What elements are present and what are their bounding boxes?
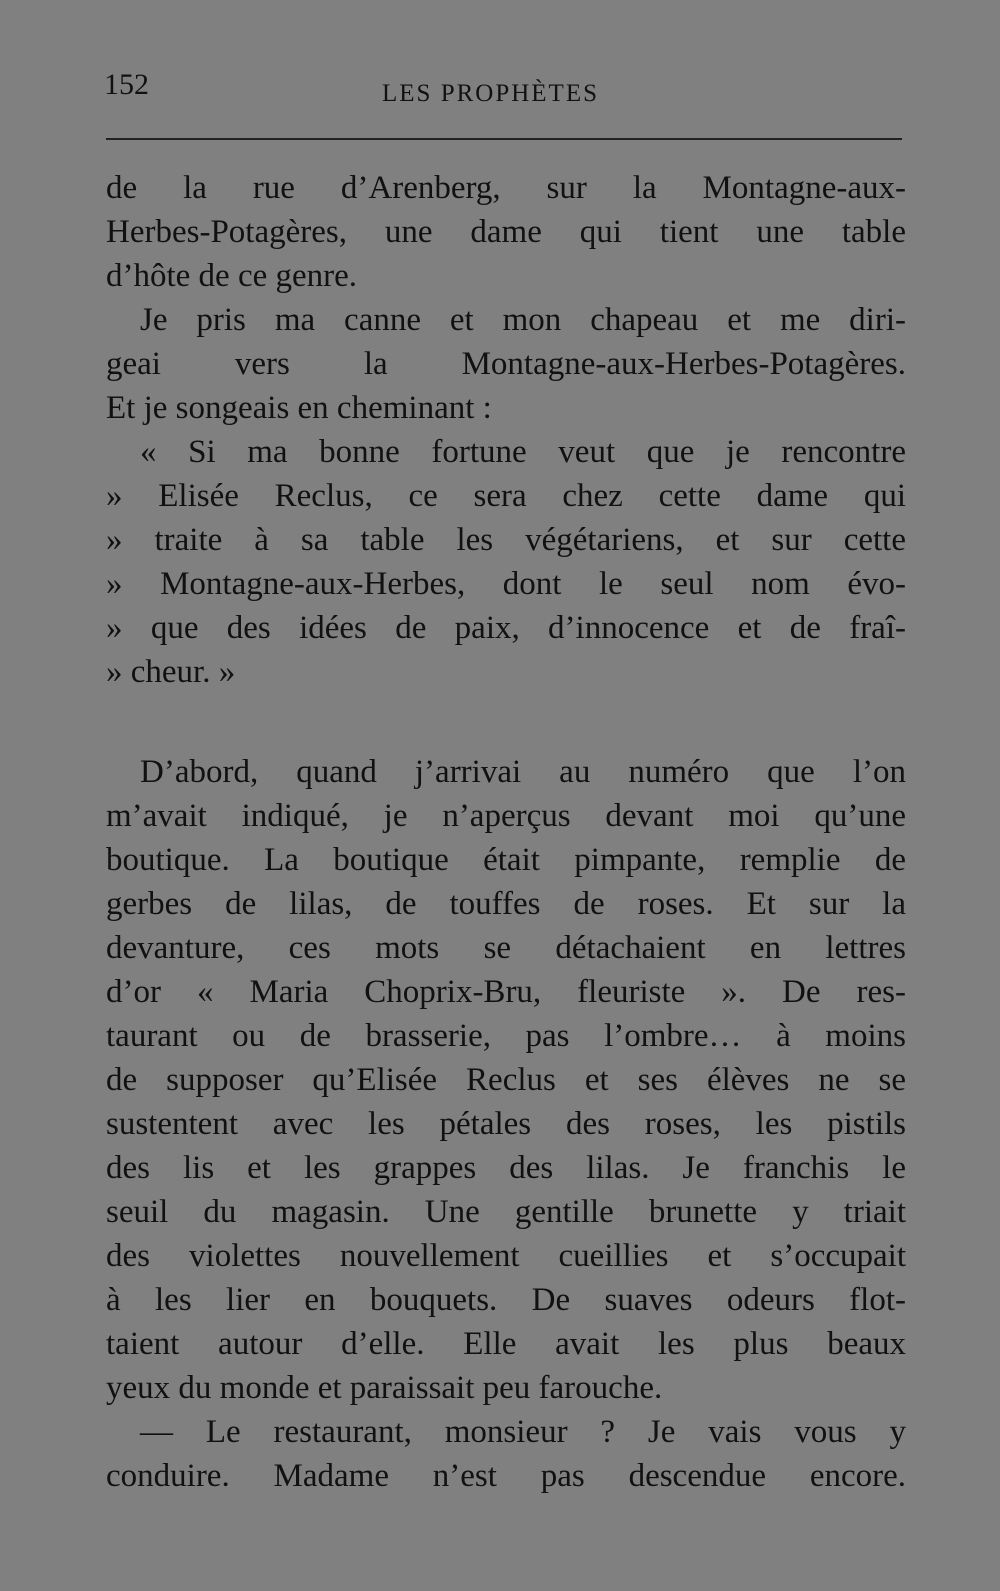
text-line: d’or « Maria Choprix-Bru, fleuriste ». De res- — [106, 974, 906, 1010]
text-line: taient autour d’elle. Elle avait les plus beaux — [106, 1326, 906, 1362]
text-line: taurant ou de brasserie, pas l’ombre… à moins — [106, 1018, 906, 1054]
text-line: des lis et les grappes des lilas. Je franchis le — [106, 1150, 906, 1186]
page-number: 152 — [104, 68, 149, 101]
text-line: gerbes de lilas, de touffes de roses. Et sur la — [106, 886, 906, 922]
text-line: D’abord, quand j’arrivai au numéro que l’on — [140, 754, 906, 790]
text-line: seuil du magasin. Une gentille brunette y triait — [106, 1194, 906, 1230]
text-line: boutique. La boutique était pimpante, remplie de — [106, 842, 906, 878]
text-line: » cheur. » — [106, 654, 236, 690]
text-line: Et je songeais en cheminant : — [106, 390, 492, 426]
header-rule — [106, 138, 902, 140]
text-line: m’avait indiqué, je n’aperçus devant moi qu’une — [106, 798, 906, 834]
text-line: de la rue d’Arenberg, sur la Montagne-aux- — [106, 170, 906, 206]
text-line: à les lier en bouquets. De suaves odeurs flot- — [106, 1282, 906, 1318]
text-line: d’hôte de ce genre. — [106, 258, 358, 294]
text-line: » Montagne-aux-Herbes, dont le seul nom évo- — [106, 566, 906, 602]
text-line: » Elisée Reclus, ce sera chez cette dame qui — [106, 478, 906, 514]
page-header — [104, 68, 904, 118]
text-line: devanture, ces mots se détachaient en lettres — [106, 930, 906, 966]
text-line: Je pris ma canne et mon chapeau et me diri- — [140, 302, 906, 338]
text-line: » traite à sa table les végétariens, et sur cette — [106, 522, 906, 558]
text-line: geai vers la Montagne-aux-Herbes-Potagères. — [106, 346, 906, 382]
text-line: sustentent avec les pétales des roses, les pistils — [106, 1106, 906, 1142]
text-line: conduire. Madame n’est pas descendue encore. — [106, 1458, 906, 1494]
running-title: LES PROPHÈTES — [382, 80, 600, 107]
text-line: » que des idées de paix, d’innocence et de fraî- — [106, 610, 906, 646]
text-line: — Le restaurant, monsieur ? Je vais vous y — [140, 1414, 906, 1450]
text-line: yeux du monde et paraissait peu farouche. — [106, 1370, 663, 1406]
text-line: de supposer qu’Elisée Reclus et ses élèves ne se — [106, 1062, 906, 1098]
text-line: des violettes nouvellement cueillies et s’occupait — [106, 1238, 906, 1274]
text-line: « Si ma bonne fortune veut que je rencontre — [140, 434, 906, 470]
text-line: Herbes-Potagères, une dame qui tient une table — [106, 214, 906, 250]
